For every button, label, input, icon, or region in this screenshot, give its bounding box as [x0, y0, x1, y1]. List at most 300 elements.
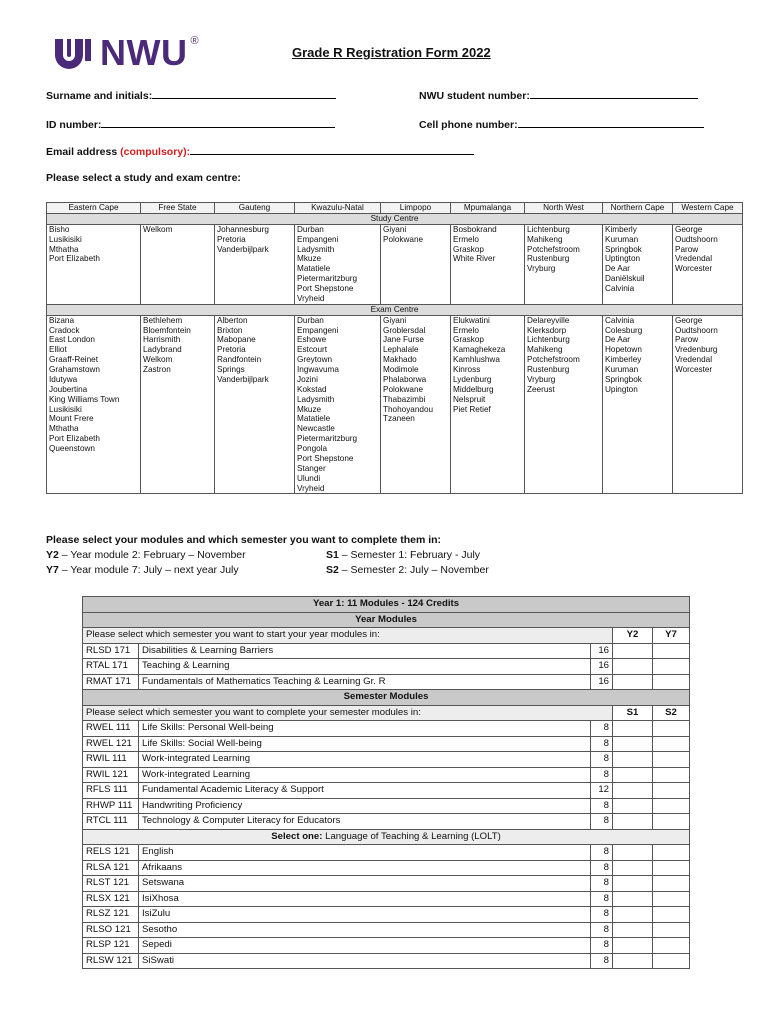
study-centre-cell[interactable] — [673, 284, 743, 294]
exam-centre-cell[interactable]: Kamaghekeza — [451, 345, 525, 355]
semester-checkbox-2[interactable] — [653, 814, 690, 830]
study-centre-cell[interactable]: Johannesburg — [215, 224, 295, 234]
student-number-field[interactable] — [419, 88, 698, 102]
exam-centre-cell[interactable]: Lusikisiki — [47, 405, 141, 415]
exam-centre-cell[interactable] — [381, 444, 451, 454]
semester-checkbox-1[interactable] — [613, 876, 653, 892]
exam-centre-cell[interactable]: Jozini — [295, 375, 381, 385]
semester-checkbox-1[interactable] — [613, 767, 653, 783]
exam-centre-cell[interactable]: Groblersdal — [381, 326, 451, 336]
exam-centre-cell[interactable]: Zeerust — [525, 385, 603, 395]
study-centre-cell[interactable] — [381, 284, 451, 294]
study-centre-cell[interactable]: Graskop — [451, 245, 525, 255]
study-centre-cell[interactable]: Kuruman — [603, 235, 673, 245]
study-centre-cell[interactable] — [47, 274, 141, 284]
study-centre-cell[interactable]: Kimberly — [603, 224, 673, 234]
semester-checkbox-2[interactable] — [653, 938, 690, 954]
semester-checkbox-1[interactable] — [613, 783, 653, 799]
exam-centre-cell[interactable]: Brixton — [215, 326, 295, 336]
exam-centre-cell[interactable]: Vredenburg — [673, 345, 743, 355]
study-centre-cell[interactable] — [47, 284, 141, 294]
exam-centre-cell[interactable] — [451, 414, 525, 424]
exam-centre-cell[interactable]: Worcester — [673, 365, 743, 375]
exam-centre-cell[interactable] — [141, 474, 215, 484]
exam-centre-cell[interactable] — [141, 405, 215, 415]
study-centre-cell[interactable]: Polokwane — [381, 235, 451, 245]
study-centre-cell[interactable]: Lusikisiki — [47, 235, 141, 245]
exam-centre-cell[interactable]: Elliot — [47, 345, 141, 355]
study-centre-cell[interactable]: Oudtshoorn — [673, 235, 743, 245]
exam-centre-cell[interactable] — [381, 454, 451, 464]
exam-centre-cell[interactable] — [141, 414, 215, 424]
semester-checkbox-2[interactable] — [653, 674, 690, 690]
exam-centre-cell[interactable]: Kuruman — [603, 365, 673, 375]
study-centre-cell[interactable] — [141, 254, 215, 264]
module-code: RLSZ 121 — [83, 907, 139, 923]
study-centre-cell[interactable]: Ladysmith — [295, 245, 381, 255]
surname-field[interactable] — [46, 88, 336, 102]
exam-centre-cell[interactable] — [215, 454, 295, 464]
semester-checkbox-2[interactable] — [653, 798, 690, 814]
exam-centre-cell[interactable]: Randfontein — [215, 355, 295, 365]
exam-centre-cell[interactable]: Bizana — [47, 315, 141, 325]
exam-centre-cell[interactable]: Ladybrand — [141, 345, 215, 355]
exam-centre-cell[interactable] — [215, 414, 295, 424]
legend-y7 — [46, 564, 239, 576]
study-centre-cell[interactable]: Mthatha — [47, 245, 141, 255]
study-centre-cell[interactable]: White River — [451, 254, 525, 264]
study-centre-cell[interactable]: Daniëlskuil — [603, 274, 673, 284]
study-centre-cell[interactable]: Ermelo — [451, 235, 525, 245]
semester-checkbox-1[interactable] — [613, 736, 653, 752]
exam-centre-cell[interactable]: King Williams Town — [47, 395, 141, 405]
semester-checkbox-1[interactable] — [613, 752, 653, 768]
id-number-field[interactable] — [46, 117, 335, 131]
exam-centre-cell[interactable] — [603, 405, 673, 415]
exam-centre-cell[interactable]: Graaff-Reinet — [47, 355, 141, 365]
exam-centre-cell[interactable]: Rustenburg — [525, 365, 603, 375]
exam-centre-cell[interactable]: Klerksdorp — [525, 326, 603, 336]
exam-centre-cell[interactable] — [451, 484, 525, 494]
study-centre-cell[interactable] — [451, 274, 525, 284]
legend-s2-text: – Semester 2: July – November — [338, 564, 489, 576]
exam-centre-row — [47, 434, 743, 444]
study-centre-cell[interactable] — [215, 284, 295, 294]
exam-centre-cell[interactable]: De Aar — [603, 335, 673, 345]
study-centre-cell[interactable]: Empangeni — [295, 235, 381, 245]
exam-centre-cell[interactable] — [215, 395, 295, 405]
study-centre-cell[interactable] — [141, 264, 215, 274]
semester-checkbox-1[interactable] — [613, 953, 653, 969]
exam-centre-cell[interactable]: Greytown — [295, 355, 381, 365]
exam-centre-cell[interactable] — [603, 434, 673, 444]
study-centre-cell[interactable] — [673, 294, 743, 304]
study-centre-cell[interactable] — [525, 294, 603, 304]
study-centre-cell[interactable] — [381, 264, 451, 274]
exam-centre-cell[interactable]: Zastron — [141, 365, 215, 375]
exam-centre-cell[interactable] — [141, 395, 215, 405]
module-name: Handwriting Proficiency — [139, 798, 591, 814]
exam-centre-cell[interactable]: Pretoria — [215, 345, 295, 355]
exam-centre-cell[interactable] — [603, 464, 673, 474]
semester-checkbox-2[interactable] — [653, 876, 690, 892]
exam-centre-row — [47, 414, 743, 424]
exam-centre-cell[interactable]: Bloemfontein — [141, 326, 215, 336]
semester-checkbox-2[interactable] — [653, 721, 690, 737]
semester-checkbox-1[interactable] — [613, 721, 653, 737]
exam-centre-cell[interactable]: Stanger — [295, 464, 381, 474]
cell-number-field[interactable] — [419, 117, 704, 131]
exam-centre-cell[interactable] — [141, 454, 215, 464]
exam-centre-cell[interactable] — [525, 424, 603, 434]
exam-centre-cell[interactable] — [47, 474, 141, 484]
exam-centre-cell[interactable] — [603, 395, 673, 405]
exam-centre-cell[interactable]: Nelspruit — [451, 395, 525, 405]
exam-centre-cell[interactable]: Grahamstown — [47, 365, 141, 375]
semester-checkbox-2[interactable] — [653, 752, 690, 768]
exam-centre-cell[interactable] — [673, 444, 743, 454]
semester-checkbox-1[interactable] — [613, 659, 653, 675]
exam-centre-cell[interactable]: Parow — [673, 335, 743, 345]
module-instructions: Please select your modules and which semester you want to complete them in: — [46, 534, 442, 546]
study-centre-cell[interactable]: Lichtenburg — [525, 224, 603, 234]
exam-centre-cell[interactable] — [673, 454, 743, 464]
study-centre-cell[interactable] — [381, 254, 451, 264]
semester-checkbox-1[interactable] — [613, 845, 653, 861]
exam-centre-cell[interactable]: Delareyville — [525, 315, 603, 325]
exam-centre-cell[interactable] — [215, 385, 295, 395]
exam-centre-cell[interactable] — [381, 434, 451, 444]
exam-centre-cell[interactable] — [525, 405, 603, 415]
exam-centre-cell[interactable]: Empangeni — [295, 326, 381, 336]
study-centre-cell[interactable]: Port Elizabeth — [47, 254, 141, 264]
exam-centre-cell[interactable] — [451, 454, 525, 464]
exam-centre-cell[interactable] — [673, 395, 743, 405]
exam-centre-cell[interactable] — [603, 454, 673, 464]
exam-centre-cell[interactable] — [381, 484, 451, 494]
exam-centre-cell[interactable]: Springs — [215, 365, 295, 375]
exam-centre-cell[interactable] — [673, 474, 743, 484]
centres-table — [46, 202, 743, 494]
study-centre-cell[interactable]: George — [673, 224, 743, 234]
exam-centre-cell[interactable] — [215, 464, 295, 474]
study-centre-cell[interactable] — [141, 274, 215, 284]
study-centre-cell[interactable]: Parow — [673, 245, 743, 255]
exam-centre-cell[interactable]: Oudtshoorn — [673, 326, 743, 336]
study-centre-cell[interactable]: Giyani — [381, 224, 451, 234]
exam-centre-cell[interactable]: Polokwane — [381, 385, 451, 395]
exam-centre-cell[interactable] — [673, 375, 743, 385]
study-centre-cell[interactable]: Springbok — [603, 245, 673, 255]
semester-checkbox-2[interactable] — [653, 783, 690, 799]
semester-checkbox-2[interactable] — [653, 860, 690, 876]
study-centre-cell[interactable]: Bosbokrand — [451, 224, 525, 234]
semester-checkbox-1[interactable] — [613, 907, 653, 923]
exam-centre-cell[interactable]: Vryheid — [295, 484, 381, 494]
semester-checkbox-2[interactable] — [653, 767, 690, 783]
student-number-input-line[interactable] — [530, 88, 698, 99]
exam-centre-cell[interactable] — [603, 444, 673, 454]
study-centre-cell[interactable] — [141, 235, 215, 245]
exam-centre-cell[interactable] — [141, 444, 215, 454]
email-field[interactable] — [46, 144, 474, 158]
study-centre-cell[interactable] — [525, 274, 603, 284]
exam-centre-cell[interactable]: Kokstad — [295, 385, 381, 395]
exam-centre-cell[interactable]: Ermelo — [451, 326, 525, 336]
study-centre-row — [47, 213, 743, 224]
exam-centre-cell[interactable]: Piet Retief — [451, 405, 525, 415]
semester-checkbox-1[interactable] — [613, 643, 653, 659]
exam-centre-cell[interactable] — [215, 434, 295, 444]
exam-centre-cell[interactable]: Port Elizabeth — [47, 434, 141, 444]
exam-centre-row — [47, 315, 743, 325]
study-centre-cell[interactable] — [381, 274, 451, 284]
exam-centre-cell[interactable]: Jane Furse — [381, 335, 451, 345]
exam-centre-cell[interactable] — [673, 434, 743, 444]
semester-checkbox-1[interactable] — [613, 891, 653, 907]
semester-checkbox-2[interactable] — [653, 659, 690, 675]
exam-centre-cell[interactable]: Mount Frere — [47, 414, 141, 424]
exam-centre-cell[interactable]: Lephalale — [381, 345, 451, 355]
exam-centre-cell[interactable]: Kamhlushwa — [451, 355, 525, 365]
exam-centre-cell[interactable]: Ulundi — [295, 474, 381, 484]
exam-centre-cell[interactable] — [141, 484, 215, 494]
email-input-line[interactable] — [190, 144, 474, 155]
study-centre-cell[interactable]: Calvinia — [603, 284, 673, 294]
exam-centre-cell[interactable] — [603, 424, 673, 434]
exam-centre-cell[interactable] — [381, 464, 451, 474]
study-centre-cell[interactable]: Pretoria — [215, 235, 295, 245]
study-centre-cell[interactable]: Vryheid — [295, 294, 381, 304]
study-centre-cell[interactable]: De Aar — [603, 264, 673, 274]
exam-centre-cell[interactable] — [451, 474, 525, 484]
exam-centre-cell[interactable]: Lichtenburg — [525, 335, 603, 345]
exam-centre-cell[interactable]: Kinross — [451, 365, 525, 375]
exam-centre-cell[interactable] — [525, 484, 603, 494]
study-centre-cell[interactable] — [215, 294, 295, 304]
exam-centre-cell[interactable]: Matatiele — [295, 414, 381, 424]
semester-checkbox-2[interactable] — [653, 922, 690, 938]
exam-centre-cell[interactable] — [451, 424, 525, 434]
exam-centre-cell[interactable]: Vryburg — [525, 375, 603, 385]
exam-centre-cell[interactable] — [673, 414, 743, 424]
study-centre-cell[interactable]: Matatiele — [295, 264, 381, 274]
exam-centre-cell[interactable] — [673, 464, 743, 474]
exam-centre-cell[interactable]: Kimberley — [603, 355, 673, 365]
exam-centre-cell[interactable] — [47, 454, 141, 464]
exam-centre-cell[interactable]: Eshowe — [295, 335, 381, 345]
exam-centre-cell[interactable] — [673, 484, 743, 494]
exam-centre-cell[interactable] — [451, 464, 525, 474]
exam-centre-cell[interactable]: Modimole — [381, 365, 451, 375]
surname-input-line[interactable] — [152, 88, 336, 99]
exam-centre-cell[interactable] — [603, 474, 673, 484]
study-centre-cell[interactable] — [215, 274, 295, 284]
year-instruction: Please select which semester you want to start your year modules in: — [83, 628, 613, 644]
exam-centre-cell[interactable] — [673, 424, 743, 434]
module-code: RLSA 121 — [83, 860, 139, 876]
study-centre-cell[interactable] — [47, 294, 141, 304]
exam-centre-cell[interactable]: Tzaneen — [381, 414, 451, 424]
exam-centre-cell[interactable]: Vanderbijlpark — [215, 375, 295, 385]
exam-centre-cell[interactable]: Calvinia — [603, 315, 673, 325]
study-centre-cell[interactable]: Worcester — [673, 264, 743, 274]
exam-centre-cell[interactable]: Idutywa — [47, 375, 141, 385]
semester-checkbox-2[interactable] — [653, 845, 690, 861]
exam-centre-cell[interactable] — [451, 434, 525, 444]
study-centre-cell[interactable] — [673, 274, 743, 284]
exam-centre-row — [47, 424, 743, 434]
semester-checkbox-1[interactable] — [613, 922, 653, 938]
study-centre-cell[interactable]: Port Shepstone — [295, 284, 381, 294]
cell-number-input-line[interactable] — [518, 117, 704, 128]
study-centre-cell[interactable]: Potchefstroom — [525, 245, 603, 255]
exam-centre-cell[interactable]: Lydenburg — [451, 375, 525, 385]
study-centre-cell[interactable] — [525, 284, 603, 294]
exam-centre-cell[interactable]: Ladysmith — [295, 395, 381, 405]
exam-centre-cell[interactable] — [47, 464, 141, 474]
semester-checkbox-2[interactable] — [653, 907, 690, 923]
exam-centre-cell[interactable]: Upington — [603, 385, 673, 395]
exam-centre-cell[interactable]: Mthatha — [47, 424, 141, 434]
exam-centre-cell[interactable]: Mahikeng — [525, 345, 603, 355]
exam-centre-cell[interactable]: Potchefstroom — [525, 355, 603, 365]
study-centre-cell[interactable] — [451, 264, 525, 274]
exam-centre-cell[interactable]: Middelburg — [451, 385, 525, 395]
exam-centre-cell[interactable] — [47, 484, 141, 494]
exam-centre-cell[interactable]: Thabazimbi — [381, 395, 451, 405]
exam-centre-cell[interactable] — [141, 424, 215, 434]
exam-centre-cell[interactable] — [673, 385, 743, 395]
exam-centre-cell[interactable]: Mkuze — [295, 405, 381, 415]
exam-centre-cell[interactable] — [451, 444, 525, 454]
exam-centre-cell[interactable] — [525, 434, 603, 444]
study-centre-cell[interactable] — [215, 254, 295, 264]
exam-centre-cell[interactable]: Joubertina — [47, 385, 141, 395]
study-centre-cell[interactable] — [215, 264, 295, 274]
module-credits: 8 — [591, 814, 613, 830]
study-centre-cell[interactable] — [603, 294, 673, 304]
exam-centre-cell[interactable]: Estcourt — [295, 345, 381, 355]
exam-centre-cell[interactable]: Newcastle — [295, 424, 381, 434]
exam-centre-cell[interactable] — [603, 484, 673, 494]
study-centre-cell[interactable]: Rustenburg — [525, 254, 603, 264]
semester-checkbox-1[interactable] — [613, 860, 653, 876]
exam-centre-cell[interactable]: Queenstown — [47, 444, 141, 454]
id-number-input-line[interactable] — [101, 117, 335, 128]
exam-centre-cell[interactable]: Hopetown — [603, 345, 673, 355]
exam-centre-cell[interactable] — [381, 474, 451, 484]
study-centre-cell[interactable]: Vryburg — [525, 264, 603, 274]
study-centre-cell[interactable]: Mkuze — [295, 254, 381, 264]
exam-centre-cell[interactable]: Elukwatini — [451, 315, 525, 325]
exam-centre-cell[interactable] — [381, 424, 451, 434]
study-centre-cell[interactable]: Welkom — [141, 224, 215, 234]
exam-centre-cell[interactable]: Port Shepstone — [295, 454, 381, 464]
exam-centre-cell[interactable] — [525, 474, 603, 484]
exam-centre-cell[interactable]: Colesburg — [603, 326, 673, 336]
study-centre-cell[interactable] — [47, 264, 141, 274]
exam-centre-cell[interactable] — [215, 424, 295, 434]
exam-centre-cell[interactable]: Pongola — [295, 444, 381, 454]
exam-centre-cell[interactable]: Giyani — [381, 315, 451, 325]
exam-centre-cell[interactable] — [603, 414, 673, 424]
exam-centre-cell[interactable]: Springbok — [603, 375, 673, 385]
exam-centre-cell[interactable] — [141, 434, 215, 444]
exam-centre-cell[interactable] — [673, 405, 743, 415]
semester-checkbox-2[interactable] — [653, 953, 690, 969]
exam-centre-cell[interactable]: East London — [47, 335, 141, 345]
exam-centre-cell[interactable]: Makhado — [381, 355, 451, 365]
study-centre-cell[interactable] — [381, 245, 451, 255]
exam-centre-cell[interactable]: Mabopane — [215, 335, 295, 345]
exam-centre-cell[interactable] — [525, 414, 603, 424]
year-modules-heading: Year Modules — [83, 612, 690, 628]
semester-checkbox-2[interactable] — [653, 643, 690, 659]
study-centre-cell[interactable]: Vanderbijlpark — [215, 245, 295, 255]
exam-centre-cell[interactable]: Bethlehem — [141, 315, 215, 325]
semester-checkbox-2[interactable] — [653, 891, 690, 907]
exam-centre-cell[interactable]: Vredendal — [673, 355, 743, 365]
semester-checkbox-1[interactable] — [613, 798, 653, 814]
study-centre-cell[interactable] — [141, 284, 215, 294]
study-centre-cell[interactable] — [141, 245, 215, 255]
exam-centre-cell[interactable]: Cradock — [47, 326, 141, 336]
exam-centre-cell[interactable] — [215, 405, 295, 415]
exam-centre-cell[interactable] — [141, 385, 215, 395]
exam-centre-cell[interactable] — [215, 484, 295, 494]
exam-centre-cell[interactable]: Pietermaritzburg — [295, 434, 381, 444]
exam-centre-cell[interactable]: Harrismith — [141, 335, 215, 345]
study-centre-cell[interactable] — [141, 294, 215, 304]
semester-module-row — [83, 814, 690, 830]
study-centre-cell[interactable]: Bisho — [47, 224, 141, 234]
study-centre-cell[interactable]: Durban — [295, 224, 381, 234]
exam-centre-cell[interactable] — [141, 464, 215, 474]
semester-checkbox-1[interactable] — [613, 674, 653, 690]
study-centre-cell[interactable]: Mahikeng — [525, 235, 603, 245]
semester-checkbox-1[interactable] — [613, 814, 653, 830]
exam-centre-cell[interactable] — [215, 444, 295, 454]
year-instruction-col-2: Y7 — [653, 628, 690, 644]
exam-centre-cell[interactable]: George — [673, 315, 743, 325]
study-centre-cell[interactable] — [381, 294, 451, 304]
study-centre-cell[interactable]: Vredendal — [673, 254, 743, 264]
exam-centre-cell[interactable]: Durban — [295, 315, 381, 325]
exam-centre-cell[interactable]: Graskop — [451, 335, 525, 345]
exam-centre-cell[interactable] — [525, 464, 603, 474]
exam-centre-cell[interactable] — [525, 395, 603, 405]
exam-centre-cell[interactable] — [525, 444, 603, 454]
exam-centre-cell[interactable]: Alberton — [215, 315, 295, 325]
semester-checkbox-2[interactable] — [653, 736, 690, 752]
exam-centre-cell[interactable] — [215, 474, 295, 484]
study-centre-cell[interactable] — [451, 294, 525, 304]
study-centre-cell[interactable] — [451, 284, 525, 294]
exam-centre-cell[interactable]: Welkom — [141, 355, 215, 365]
exam-centre-cell[interactable] — [525, 454, 603, 464]
exam-centre-cell[interactable]: Phalaborwa — [381, 375, 451, 385]
study-centre-row — [47, 224, 743, 234]
exam-centre-cell[interactable] — [141, 375, 215, 385]
semester-checkbox-1[interactable] — [613, 938, 653, 954]
module-name: Disabilities & Learning Barriers — [139, 643, 591, 659]
exam-centre-cell[interactable]: Thohoyandou — [381, 405, 451, 415]
exam-centre-cell[interactable]: Ingwavuma — [295, 365, 381, 375]
study-centre-cell[interactable]: Uptington — [603, 254, 673, 264]
study-centre-cell[interactable]: Pietermaritzburg — [295, 274, 381, 284]
lolt-module-row — [83, 922, 690, 938]
